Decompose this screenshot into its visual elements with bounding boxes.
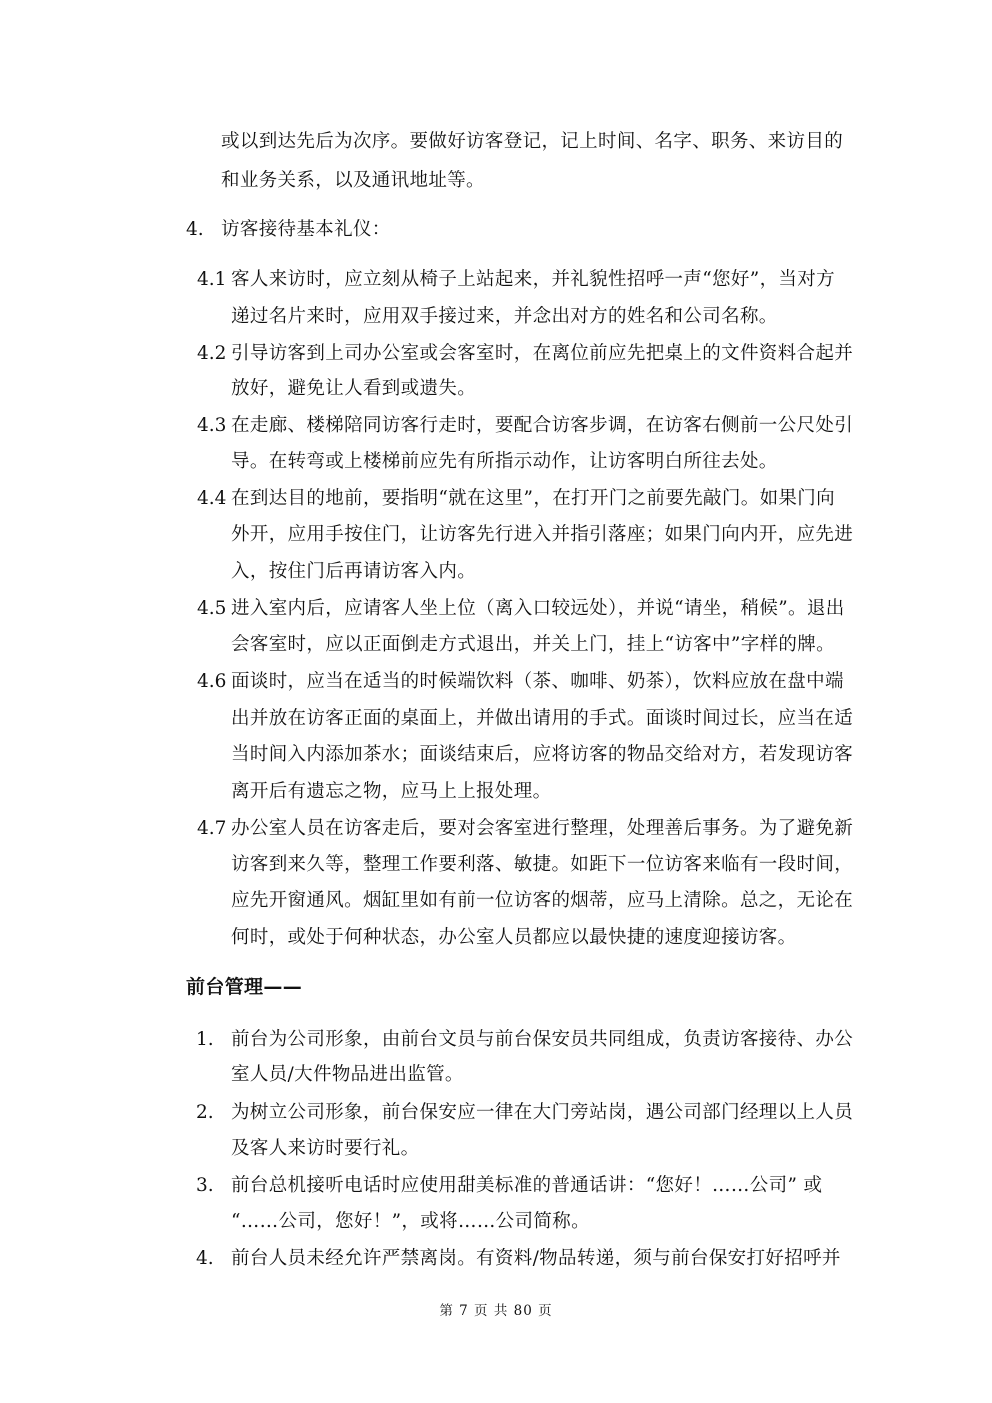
- front-desk-item-4-line: 前台人员未经允许严禁离岗。有资料/物品转递，须与前台保安打好招呼并: [231, 1248, 841, 1269]
- item-4-4-line: 在到达目的地前，要指明“就在这里”，在打开门之前要先敲门。如果门向: [231, 488, 835, 509]
- item-4-6-line: 面谈时，应当在适当的时候端饮料（茶、咖啡、奶茶），饮料应放在盘中端: [231, 671, 844, 692]
- front-desk-item-3-number: 3.: [196, 1175, 214, 1196]
- item-4-7-line: 何时，或处于何种状态，办公室人员都应以最快捷的速度迎接访客。: [231, 927, 797, 948]
- item-4-3-line: 导。在转弯或上楼梯前应先有所指示动作，让访客明白所往去处。: [231, 451, 778, 472]
- item-4-7-line: 应先开窗通风。烟缸里如有前一位访客的烟蒂，应马上清除。总之，无论在: [231, 890, 854, 911]
- item-4-4-line: 入，按住门后再请访客入内。: [231, 561, 477, 582]
- item-4-6-line: 离开后有遗忘之物，应马上上报处理。: [231, 781, 552, 802]
- item-4-2-number: 4.2: [197, 343, 227, 364]
- item-4-5-number: 4.5: [197, 598, 227, 619]
- front-desk-item-1-line: 室人员/大件物品进出监管。: [231, 1064, 464, 1085]
- section-4-number: 4.: [186, 219, 204, 240]
- front-desk-heading: 前台管理——: [186, 976, 303, 998]
- item-4-6-line: 当时间入内添加茶水；面谈结束后，应将访客的物品交给对方，若发现访客: [231, 744, 854, 765]
- item-4-2-line: 放好，避免让人看到或遗失。: [231, 378, 477, 399]
- item-4-1-number: 4.1: [197, 269, 227, 290]
- item-4-6-number: 4.6: [197, 671, 227, 692]
- front-desk-item-1-line: 前台为公司形象，由前台文员与前台保安员共同组成，负责访客接待、办公: [231, 1029, 854, 1050]
- item-4-1-line: 递过名片来时，应用双手接过来，并念出对方的姓名和公司名称。: [231, 306, 778, 327]
- item-4-3-line: 在走廊、楼梯陪同访客行走时，要配合访客步调，在访客右侧前一公尺处引: [231, 415, 854, 436]
- item-4-1-line: 客人来访时，应立刻从椅子上站起来，并礼貌性招呼一声“您好”，当对方: [231, 269, 835, 290]
- front-desk-item-2-number: 2.: [196, 1102, 214, 1123]
- item-4-5-line: 会客室时，应以正面倒走方式退出，并关上门，挂上“访客中”字样的牌。: [231, 634, 835, 655]
- intro-line-2: 和业务关系，以及通讯地址等。: [221, 170, 485, 191]
- front-desk-item-4-number: 4.: [196, 1248, 214, 1269]
- item-4-4-number: 4.4: [197, 488, 227, 509]
- item-4-7-number: 4.7: [197, 818, 227, 839]
- item-4-6-line: 出并放在访客正面的桌面上，并做出请用的手式。面谈时间过长，应当在适: [231, 708, 854, 729]
- item-4-5-line: 进入室内后，应请客人坐上位（离入口较远处），并说“请坐，稍候”。退出: [231, 598, 845, 619]
- item-4-2-line: 引导访客到上司办公室或会客室时，在离位前应先把桌上的文件资料合起并: [231, 343, 854, 364]
- front-desk-item-3-line: 前台总机接听电话时应使用甜美标准的普通话讲：“您好！……公司” 或: [231, 1175, 823, 1196]
- front-desk-item-3-line: “……公司，您好！”，或将……公司简称。: [231, 1211, 590, 1232]
- item-4-4-line: 外开，应用手按住门，让访客先行进入并指引落座；如果门向内开，应先进: [231, 524, 854, 545]
- intro-line-1: 或以到达先后为次序。要做好访客登记，记上时间、名字、职务、来访目的: [221, 131, 844, 152]
- front-desk-item-1-number: 1.: [196, 1029, 214, 1050]
- front-desk-item-2-line: 为树立公司形象，前台保安应一律在大门旁站岗，遇公司部门经理以上人员: [231, 1102, 854, 1123]
- item-4-7-line: 办公室人员在访客走后，要对会客室进行整理，处理善后事务。为了避免新: [231, 818, 854, 839]
- item-4-3-number: 4.3: [197, 415, 227, 436]
- item-4-7-line: 访客到来久等，整理工作要利落、敏捷。如距下一位访客来临有一段时间，: [231, 854, 854, 875]
- front-desk-item-2-line: 及客人来访时要行礼。: [231, 1138, 420, 1159]
- page-footer: 第 7 页 共 80 页: [439, 1303, 553, 1319]
- section-4-title: 访客接待基本礼仪：: [221, 219, 391, 240]
